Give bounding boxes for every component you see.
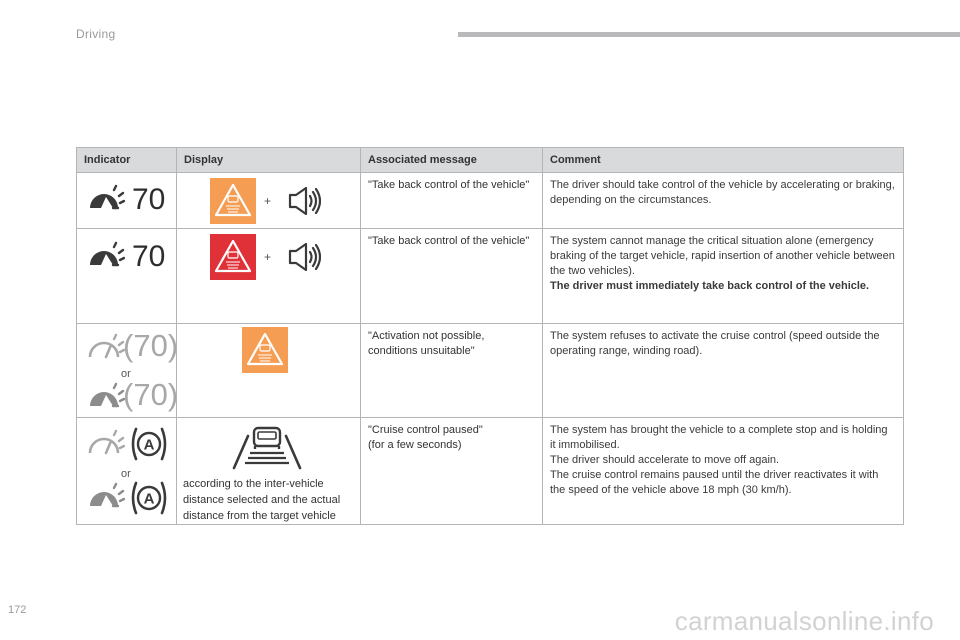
comment-text: The cruise control remains paused until the driver reactivates it with the speed of the vehicle above 18 mph (30 km/h). (550, 469, 879, 496)
comment-text: The driver should take control of the vehicle by accelerating or braking, depending on the circumstances. (550, 179, 895, 206)
header-rule (458, 32, 960, 37)
speed-value: 70 (132, 240, 166, 273)
audible-alert-icon (287, 187, 321, 215)
display-cell (177, 324, 361, 418)
auto-a-icon (129, 480, 169, 516)
comment-text: The system has brought the vehicle to a complete stop and is holding it immobilised. (550, 424, 888, 451)
display-cell (177, 173, 361, 229)
speed-value: 70 (132, 183, 166, 216)
message-cell (361, 173, 543, 229)
message-text: "Cruise control paused" (368, 424, 483, 436)
display-cell (177, 229, 361, 324)
message-cell (361, 229, 543, 324)
speedometer-grey-icon (87, 482, 125, 512)
comment-cell (543, 229, 904, 324)
section-title: Driving (76, 27, 116, 41)
plus-sign: + (264, 250, 272, 264)
col-header-display: Display (177, 148, 361, 173)
comment-cell (543, 324, 904, 418)
message-text: "Activation not possible, conditions unsuitable" (368, 330, 485, 357)
auto-a-icon (129, 426, 169, 462)
comment-text: The system refuses to activate the cruise control (speed outside the operating range, winding road). (550, 330, 880, 357)
col-header-comment: Comment (543, 148, 904, 173)
svg-text:A: A (143, 490, 155, 508)
comment-text: The driver should accelerate to move off again. (550, 454, 780, 466)
comment-cell (543, 173, 904, 229)
plus-sign: + (264, 194, 272, 208)
table-header-row (77, 148, 904, 173)
or-label: or (121, 368, 131, 380)
table-row (77, 324, 904, 418)
speed-limit-value: (70) (123, 377, 179, 412)
indicator-cell (77, 173, 177, 229)
table-row (77, 229, 904, 324)
indicator-cell (77, 324, 177, 418)
warning-triangle-orange-icon (242, 327, 288, 373)
page-number: 172 (8, 604, 27, 616)
indicator-cell (77, 418, 177, 525)
comment-warning-text: The driver must immediately take back control of the vehicle. (550, 280, 870, 292)
speed-limit-value: (70) (123, 328, 179, 363)
warning-triangle-red-icon (210, 234, 256, 280)
warning-triangle-orange-icon (210, 178, 256, 224)
message-text: "Take back control of the vehicle" (368, 179, 530, 191)
message-text: "Take back control of the vehicle" (368, 235, 530, 247)
message-cell (361, 418, 543, 525)
speedometer-grey-icon (87, 382, 125, 412)
table-row (77, 418, 904, 525)
display-cell (177, 418, 361, 525)
col-header-message: Associated message (361, 148, 543, 173)
audible-alert-icon (287, 243, 321, 271)
watermark: carmanualsonline.info (674, 606, 934, 636)
display-note: according to the inter-vehicle distance selected and the actual distance from the target vehicle (183, 478, 341, 522)
comment-cell (543, 418, 904, 525)
vehicle-distance-icon (230, 426, 304, 470)
speedometer-light-icon (87, 333, 125, 363)
info-table (76, 147, 904, 525)
or-label: or (121, 468, 131, 480)
indicator-cell (77, 229, 177, 324)
comment-text: The system cannot manage the critical situation alone (emergency braking of the target vehicle, rapid insertion of another vehicle between the two vehicles). (550, 235, 895, 277)
message-cell (361, 324, 543, 418)
table-row (77, 173, 904, 229)
col-header-indicator: Indicator (77, 148, 177, 173)
message-subtext: (for a few seconds) (368, 439, 462, 451)
speedometer-icon (87, 184, 125, 214)
speedometer-icon (87, 241, 125, 271)
svg-text:A: A (143, 436, 155, 454)
speedometer-light-icon (87, 429, 125, 459)
